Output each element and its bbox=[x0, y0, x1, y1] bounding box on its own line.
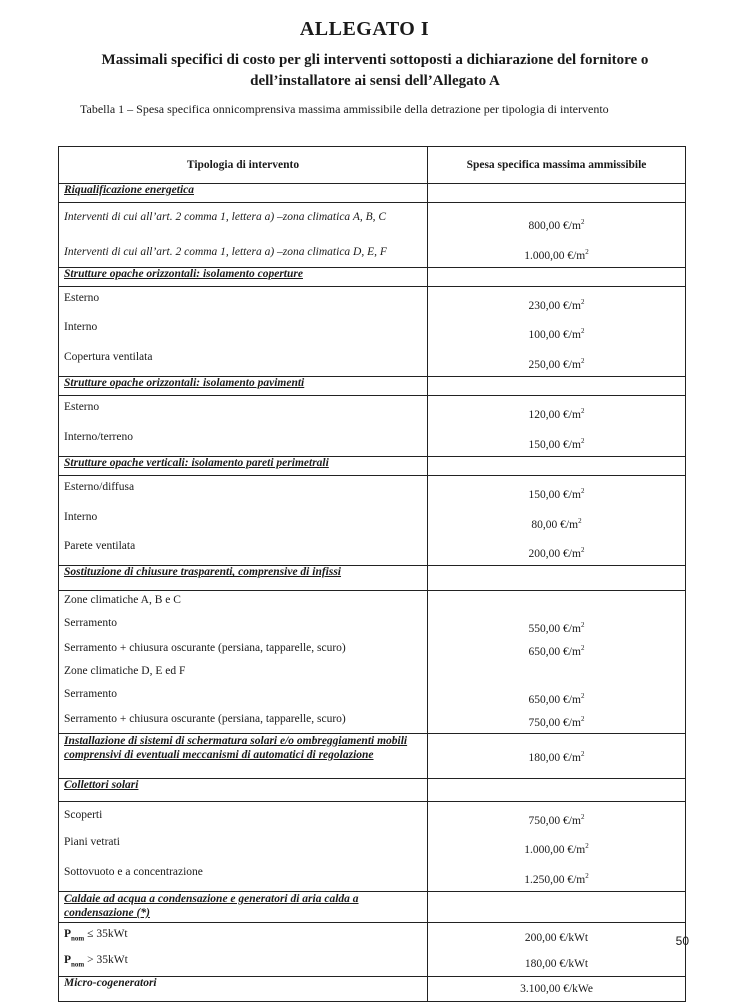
table-header-row bbox=[59, 147, 686, 184]
row-label: Interno bbox=[59, 506, 428, 536]
table-row bbox=[59, 506, 686, 536]
row-value: 200,00 €/kWt bbox=[428, 923, 686, 950]
section-pavimenti bbox=[59, 377, 686, 396]
row-label: Parete ventilata bbox=[59, 535, 428, 565]
row-label: Serramento bbox=[59, 685, 428, 710]
section-title: Strutture opache orizzontali: isolamento coperture bbox=[59, 267, 428, 286]
section-micro-cogeneratori bbox=[59, 976, 686, 1001]
table-row bbox=[59, 535, 686, 565]
table-row bbox=[59, 923, 686, 950]
row-label: Esterno/diffusa bbox=[59, 475, 428, 505]
row-value: 1.250,00 $€/m^2$ bbox=[428, 861, 686, 891]
section-collettori bbox=[59, 778, 686, 801]
section-title: Riqualificazione energetica bbox=[59, 184, 428, 203]
row-value: 650,00 $€/m^2$ bbox=[428, 685, 686, 710]
row-label: Copertura ventilata bbox=[59, 346, 428, 376]
table-row bbox=[59, 426, 686, 456]
section-coperture bbox=[59, 267, 686, 286]
row-value bbox=[428, 591, 686, 615]
page-number: 50 bbox=[675, 934, 689, 948]
row-value: 800,00 $€/m^2$ bbox=[428, 203, 686, 237]
section-schermature bbox=[59, 733, 686, 778]
section-title: Micro-cogeneratori bbox=[59, 976, 428, 1001]
row-value: 750,00 $€/m^2$ bbox=[428, 710, 686, 733]
section-title: Strutture opache orizzontali: isolamento pavimenti bbox=[59, 377, 428, 396]
table-row bbox=[59, 861, 686, 891]
row-value: 150,00 $€/m^2$ bbox=[428, 426, 686, 456]
cost-table bbox=[58, 146, 686, 1002]
section-title: Sostituzione di chiusure trasparenti, comprensive di infissi bbox=[59, 566, 428, 591]
row-label: $P_{nom} > 35kWt$ bbox=[59, 949, 428, 976]
row-value: 550,00 $€/m^2$ bbox=[428, 614, 686, 639]
table-row bbox=[59, 237, 686, 267]
row-value: 1.000,00 $€/m^2$ bbox=[428, 831, 686, 861]
row-value bbox=[428, 662, 686, 685]
row-label: Scoperti bbox=[59, 801, 428, 831]
header-tipologia: Tipologia di intervento bbox=[59, 147, 428, 184]
row-value: 120,00 $€/m^2$ bbox=[428, 396, 686, 426]
row-label: Interventi di cui all’art. 2 comma 1, lettera a) –zona climatica A, B, C bbox=[59, 203, 428, 237]
table-row bbox=[59, 662, 686, 685]
row-value: 180,00 $€/m^2$ bbox=[428, 733, 686, 778]
table-row bbox=[59, 831, 686, 861]
table-row bbox=[59, 685, 686, 710]
table-row bbox=[59, 475, 686, 505]
table-row bbox=[59, 346, 686, 376]
row-value: 200,00 $€/m^2$ bbox=[428, 535, 686, 565]
section-caldaie bbox=[59, 892, 686, 923]
row-value: 1.000,00 $€/m^2$ bbox=[428, 237, 686, 267]
table-row bbox=[59, 710, 686, 733]
page-subtitle: Massimali specifici di costo per gli interventi sottoposti a dichiarazione del fornitore o dell’installatore ai sensi dell’Allegato A bbox=[101, 52, 649, 89]
row-value: 3.100,00 €/kWe bbox=[428, 976, 686, 1001]
row-label: Serramento + chiusura oscurante (persiana, tapparelle, scuro) bbox=[59, 639, 428, 662]
row-label: Serramento + chiusura oscurante (persiana, tapparelle, scuro) bbox=[59, 710, 428, 733]
row-label: Esterno bbox=[59, 286, 428, 316]
row-value: 180,00 €/kWt bbox=[428, 949, 686, 976]
table-row bbox=[59, 614, 686, 639]
table-caption: Tabella 1 – Spesa specifica onnicomprensiva massima ammissibile della detrazione per tipologia di intervento bbox=[80, 102, 609, 116]
row-label: Zone climatiche A, B e C bbox=[59, 591, 428, 615]
row-value: 230,00 $€/m^2$ bbox=[428, 286, 686, 316]
row-label: Serramento bbox=[59, 614, 428, 639]
table-row bbox=[59, 949, 686, 976]
row-label: Zone climatiche D, E ed F bbox=[59, 662, 428, 685]
table-row bbox=[59, 286, 686, 316]
header-spesa: Spesa specifica massima ammissibile bbox=[428, 147, 686, 184]
section-pareti bbox=[59, 456, 686, 475]
table-row bbox=[59, 396, 686, 426]
page-title: ALLEGATO I bbox=[299, 18, 430, 40]
row-label: Interno bbox=[59, 316, 428, 346]
table-row bbox=[59, 203, 686, 237]
section-title: Strutture opache verticali: isolamento pareti perimetrali bbox=[59, 456, 428, 475]
row-value: 150,00 $€/m^2$ bbox=[428, 475, 686, 505]
row-label: Piani vetrati bbox=[59, 831, 428, 861]
row-label: Sottovuoto e a concentrazione bbox=[59, 861, 428, 891]
table-row bbox=[59, 591, 686, 615]
section-title: Installazione di sistemi di schermatura solari e/o ombreggiamenti mobili comprensivi di eventuali meccanismi di automatici di regolazione bbox=[59, 733, 428, 778]
row-value: 650,00 $€/m^2$ bbox=[428, 639, 686, 662]
section-title: Collettori solari bbox=[59, 778, 428, 801]
section-title: Caldaie ad acqua a condensazione e generatori di aria calda a condensazione (*) bbox=[59, 892, 428, 923]
table-row bbox=[59, 316, 686, 346]
section-chiusure-trasparenti bbox=[59, 566, 686, 591]
table-row bbox=[59, 639, 686, 662]
section-riqualificazione bbox=[59, 184, 686, 203]
row-value: 750,00 $€/m^2$ bbox=[428, 801, 686, 831]
row-value: 100,00 $€/m^2$ bbox=[428, 316, 686, 346]
row-label: Interventi di cui all’art. 2 comma 1, lettera a) –zona climatica D, E, F bbox=[59, 237, 428, 267]
row-value: 250,00 $€/m^2$ bbox=[428, 346, 686, 376]
table-row bbox=[59, 801, 686, 831]
row-label: Interno/terreno bbox=[59, 426, 428, 456]
row-label: Esterno bbox=[59, 396, 428, 426]
row-label: $P_{nom} \le 35kWt$ bbox=[59, 923, 428, 950]
row-value: 80,00 $€/m^2$ bbox=[428, 506, 686, 536]
